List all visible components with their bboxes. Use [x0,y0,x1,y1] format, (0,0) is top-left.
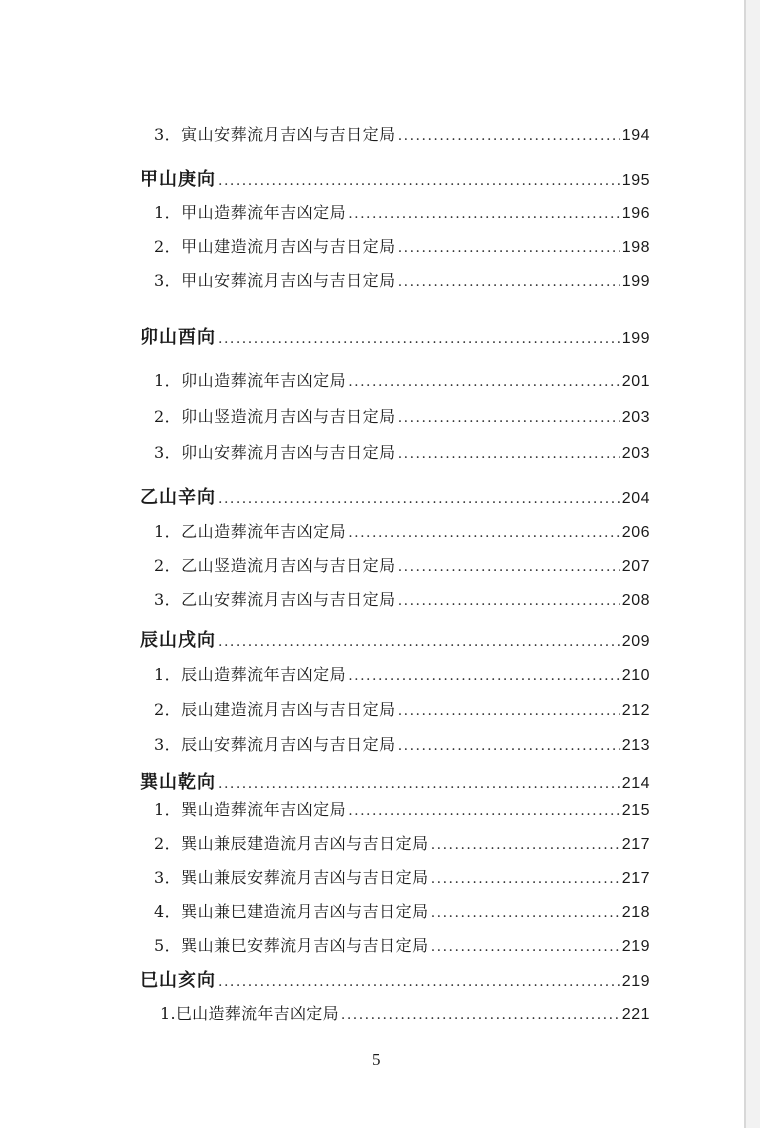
toc-heading-page: 204 [621,490,650,507]
toc-entry-page: 196 [621,205,650,222]
dot-leader [398,559,620,575]
dot-leader [398,240,620,256]
dot-leader [398,446,620,462]
toc-entry-page: 194 [621,127,650,144]
dot-leader [348,374,620,390]
dot-leader [431,939,620,955]
toc-entry-title: 1．卯山造葬流年吉凶定局 [154,371,347,390]
toc-entry-title: 3．寅山安葬流月吉凶与吉日定局 [154,125,396,144]
toc-entry-title: 3．乙山安葬流月吉凶与吉日定局 [154,590,396,609]
toc-entry [140,697,650,720]
dot-leader [398,128,620,144]
toc-entry-title: 2．卯山竖造流月吉凶与吉日定局 [154,407,396,426]
toc-heading-page: 199 [621,330,650,347]
toc-heading-title: 甲山庚向 [140,169,216,190]
dot-leader [398,274,620,290]
toc-heading [140,966,650,992]
dot-leader [218,974,620,990]
toc-heading-page: 214 [621,775,650,792]
toc-entry [140,899,650,922]
toc-entry-page: 218 [621,904,650,921]
toc-entry-page: 217 [621,836,650,853]
toc-entry-page: 217 [621,870,650,887]
toc-entry [140,368,650,391]
toc-entry [140,122,650,145]
toc-entry [140,553,650,576]
toc-entry-page: 212 [621,702,650,719]
toc-heading [140,323,650,349]
toc-entry-title: 5．巽山兼巳安葬流月吉凶与吉日定局 [154,936,429,955]
dot-leader [218,634,620,650]
toc-entry-title: 1．甲山造葬流年吉凶定局 [154,203,347,222]
toc-heading-title: 辰山戌向 [140,630,216,651]
dot-leader [431,871,620,887]
toc-entry-title: 1．乙山造葬流年吉凶定局 [154,522,347,541]
toc-entry-title: 2．乙山竖造流月吉凶与吉日定局 [154,556,396,575]
toc-heading-title: 巽山乾向 [140,772,216,793]
toc-entry-page: 203 [621,409,650,426]
toc-heading-page: 209 [621,633,650,650]
page-number: 5 [372,1050,381,1069]
toc-heading-title: 卯山酉向 [140,327,216,348]
toc-entry-page: 219 [621,938,650,955]
toc-entry-page: 201 [621,373,650,390]
toc-entry-title: 1．巽山造葬流年吉凶定局 [154,800,347,819]
toc-entry [140,662,650,685]
toc-entry [140,200,650,223]
toc-entry [140,732,650,755]
toc-heading [140,483,650,509]
toc-entry-page: 203 [621,445,650,462]
dot-leader [348,803,620,819]
toc-entry [140,933,650,956]
toc-entry-page: 213 [621,737,650,754]
dot-leader [398,410,620,426]
toc-entry [140,404,650,427]
dot-leader [348,525,620,541]
toc-entry [140,519,650,542]
toc-entry-page: 221 [621,1006,650,1023]
toc-entry [140,865,650,888]
toc-entry [140,831,650,854]
toc-entry [140,797,650,820]
dot-leader [398,738,620,754]
toc-heading [140,768,650,794]
toc-entry-page: 199 [621,273,650,290]
toc-heading [140,626,650,652]
toc-entry-title: 2．甲山建造流月吉凶与吉日定局 [154,237,396,256]
toc-entry-title: 3．卯山安葬流月吉凶与吉日定局 [154,443,396,462]
toc-heading-page: 195 [621,172,650,189]
toc-entry [140,1001,650,1024]
toc-heading-title: 乙山辛向 [140,487,216,508]
toc-entry-page: 215 [621,802,650,819]
dot-leader [348,668,620,684]
toc-entry-page: 208 [621,592,650,609]
dot-leader [218,776,620,792]
toc-heading [140,165,650,191]
toc-entry-page: 210 [621,667,650,684]
dot-leader [218,173,620,189]
toc-entry-title: 1.巳山造葬流年吉凶定局 [160,1004,339,1023]
toc-heading-title: 巳山亥向 [140,970,216,991]
dot-leader [218,331,620,347]
dot-leader [348,206,620,222]
dot-leader [341,1007,620,1023]
toc-entry-title: 3．辰山安葬流月吉凶与吉日定局 [154,735,396,754]
toc-entry [140,587,650,610]
toc-entry-title: 2．辰山建造流月吉凶与吉日定局 [154,700,396,719]
toc-heading-page: 219 [621,973,650,990]
toc-entry-page: 198 [621,239,650,256]
dot-leader [398,593,620,609]
dot-leader [431,837,620,853]
toc-entry-title: 3．甲山安葬流月吉凶与吉日定局 [154,271,396,290]
dot-leader [431,905,620,921]
toc-entry-page: 206 [621,524,650,541]
dot-leader [398,703,620,719]
dot-leader [218,491,620,507]
toc-entry-title: 4．巽山兼巳建造流月吉凶与吉日定局 [154,902,429,921]
toc-entry [140,234,650,257]
toc-entry-page: 207 [621,558,650,575]
toc-entry-title: 3．巽山兼辰安葬流月吉凶与吉日定局 [154,868,429,887]
toc-entry [140,268,650,291]
toc-entry-title: 1．辰山造葬流年吉凶定局 [154,665,347,684]
toc-entry-title: 2．巽山兼辰建造流月吉凶与吉日定局 [154,834,429,853]
toc-entry [140,440,650,463]
